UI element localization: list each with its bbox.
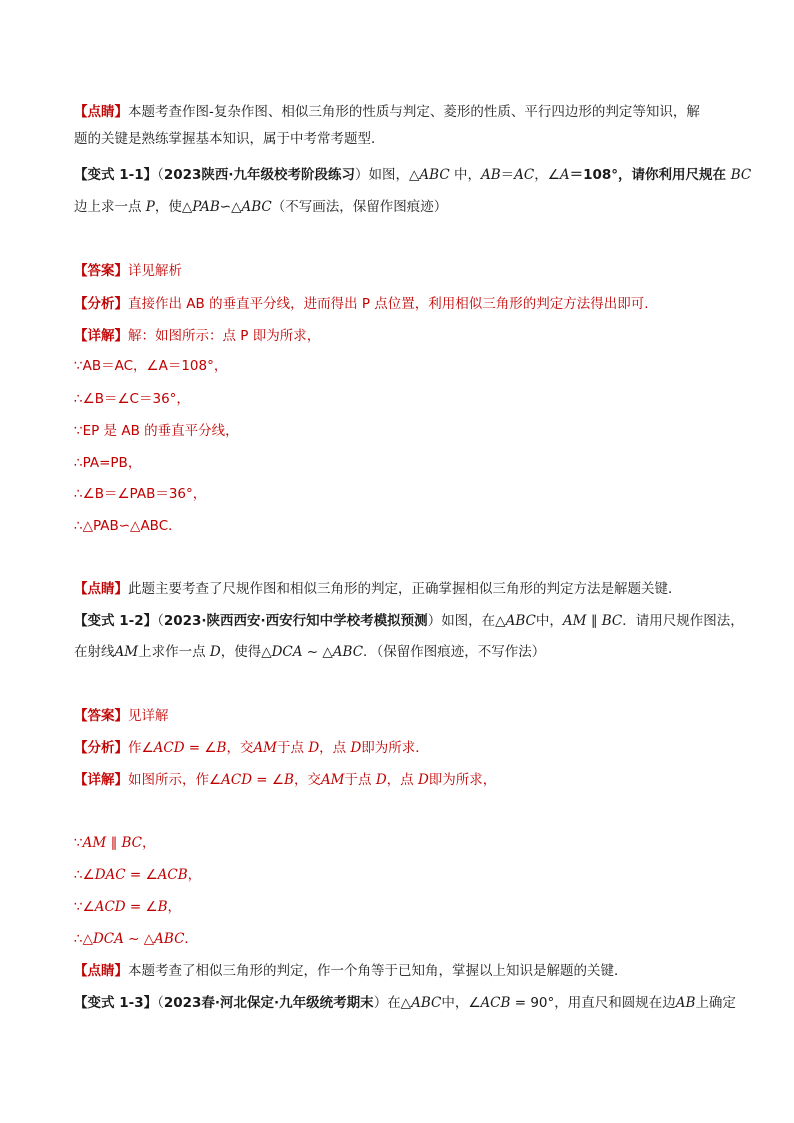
- dianjing-text: 此题主要考查了尺规作图和相似三角形的判定，正确掌握相似三角形的判定方法是解题关键．: [128, 581, 682, 597]
- variant-1-3-tag: 【变式 1-3】: [74, 995, 158, 1011]
- detail-tag: 【详解】: [74, 328, 128, 344]
- dianjing-text-line1: 本题考查作图-复杂作图、相似三角形的性质与判定、菱形的性质、平行四边形的判定等知识，解: [128, 104, 700, 120]
- detail-tag: 【详解】: [74, 772, 128, 788]
- variant-1-1-question-line2: 边上求一点 P，使△PAB∽△ABC（不写画法，保留作图痕迹）: [74, 199, 448, 215]
- variant-1-2-question-line2: 在射线AM上求作一点 D，使得△DCA ~ △ABC．（保留作图痕迹，不写作法）: [74, 644, 546, 660]
- variant-1-1-step: ∵EP 是 AB 的垂直平分线，: [74, 423, 239, 439]
- dianjing-tag: 【点睛】: [74, 581, 128, 597]
- variant-1-2-dianjing: [74, 962, 734, 980]
- answer-tag: 【答案】: [74, 708, 128, 724]
- variant-1-2-answer: [74, 707, 734, 725]
- variant-1-2-source: 2023·陕西西安·西安行知中学校考模拟预测: [163, 613, 428, 629]
- variant-1-1-step: ∴∠B＝∠PAB＝36°，: [74, 486, 207, 502]
- detail-text: 解：如图所示：点 P 即为所求，: [128, 328, 321, 344]
- variant-1-1-step: ∴∠B＝∠C＝36°，: [74, 391, 190, 407]
- analysis-tag: 【分析】: [74, 740, 128, 756]
- dianjing-tag: 【点睛】: [74, 963, 128, 979]
- variant-1-2-step: ∴△DCA ~ △ABC．: [74, 931, 198, 947]
- dianjing-paragraph-1-cont: [74, 130, 734, 148]
- variant-1-1-step: ∵AB＝AC，∠A＝108°，: [74, 358, 228, 374]
- variant-1-1-question-line1: 【变式 1-1】（2023陕西·九年级校考阶段练习）如图，△ABC 中，AB＝AC，∠A＝108°，请你利用尺规在 BC: [74, 167, 752, 183]
- variant-1-2-tag: 【变式 1-2】: [74, 613, 158, 629]
- variant-1-1-step: ∴PA=PB，: [74, 455, 142, 471]
- answer-text: 见详解: [128, 708, 169, 724]
- analysis-tag: 【分析】: [74, 296, 128, 312]
- answer-text: 详见解析: [128, 263, 182, 279]
- variant-1-1-detail: [74, 327, 734, 345]
- variant-1-1-step: ∴△PAB∽△ABC．: [74, 518, 182, 534]
- variant-1-2-step: ∴∠DAC = ∠ACB，: [74, 867, 202, 883]
- variant-1-2-analysis: 【分析】作∠ACD = ∠B，交AM于点 D，点 D即为所求．: [74, 740, 429, 756]
- variant-1-1-answer: [74, 262, 734, 280]
- dianjing-tag: 【点睛】: [74, 104, 128, 120]
- variant-1-3-question-line1: 【变式 1-3】（2023春·河北保定·九年级统考期末）在△ABC中，∠ACB = 90°，用直尺和圆规在边AB上确定: [74, 995, 736, 1011]
- variant-1-2-step: ∵AM ∥ BC，: [74, 835, 156, 851]
- variant-1-2-question-line1: 【变式 1-2】（2023·陕西西安·西安行知中学校考模拟预测）如图，在△ABC中，AM ∥ BC．请用尺规作图法，: [74, 613, 744, 629]
- variant-1-1-source: 2023陕西·九年级校考阶段练习: [163, 167, 356, 183]
- variant-1-1-analysis: [74, 295, 734, 313]
- variant-1-2-detail: 【详解】如图所示，作∠ACD = ∠B，交AM于点 D，点 D即为所求，: [74, 772, 497, 788]
- variant-1-1-dianjing: [74, 580, 734, 598]
- variant-1-1-tag: 【变式 1-1】: [74, 167, 158, 183]
- analysis-text: 直接作出 AB 的垂直平分线，进而得出 P 点位置，利用相似三角形的判定方法得出即可.: [128, 296, 649, 312]
- variant-1-2-step: ∵∠ACD = ∠B，: [74, 899, 182, 915]
- answer-tag: 【答案】: [74, 263, 128, 279]
- dianjing-text-line2: 题的关键是熟练掌握基本知识，属于中考常考题型．: [74, 131, 385, 147]
- dianjing-text: 本题考查了相似三角形的判定，作一个角等于已知角，掌握以上知识是解题的关键．: [128, 963, 628, 979]
- variant-1-3-source: 2023春·河北保定·九年级统考期末: [163, 995, 374, 1011]
- dianjing-paragraph-1: [74, 103, 734, 121]
